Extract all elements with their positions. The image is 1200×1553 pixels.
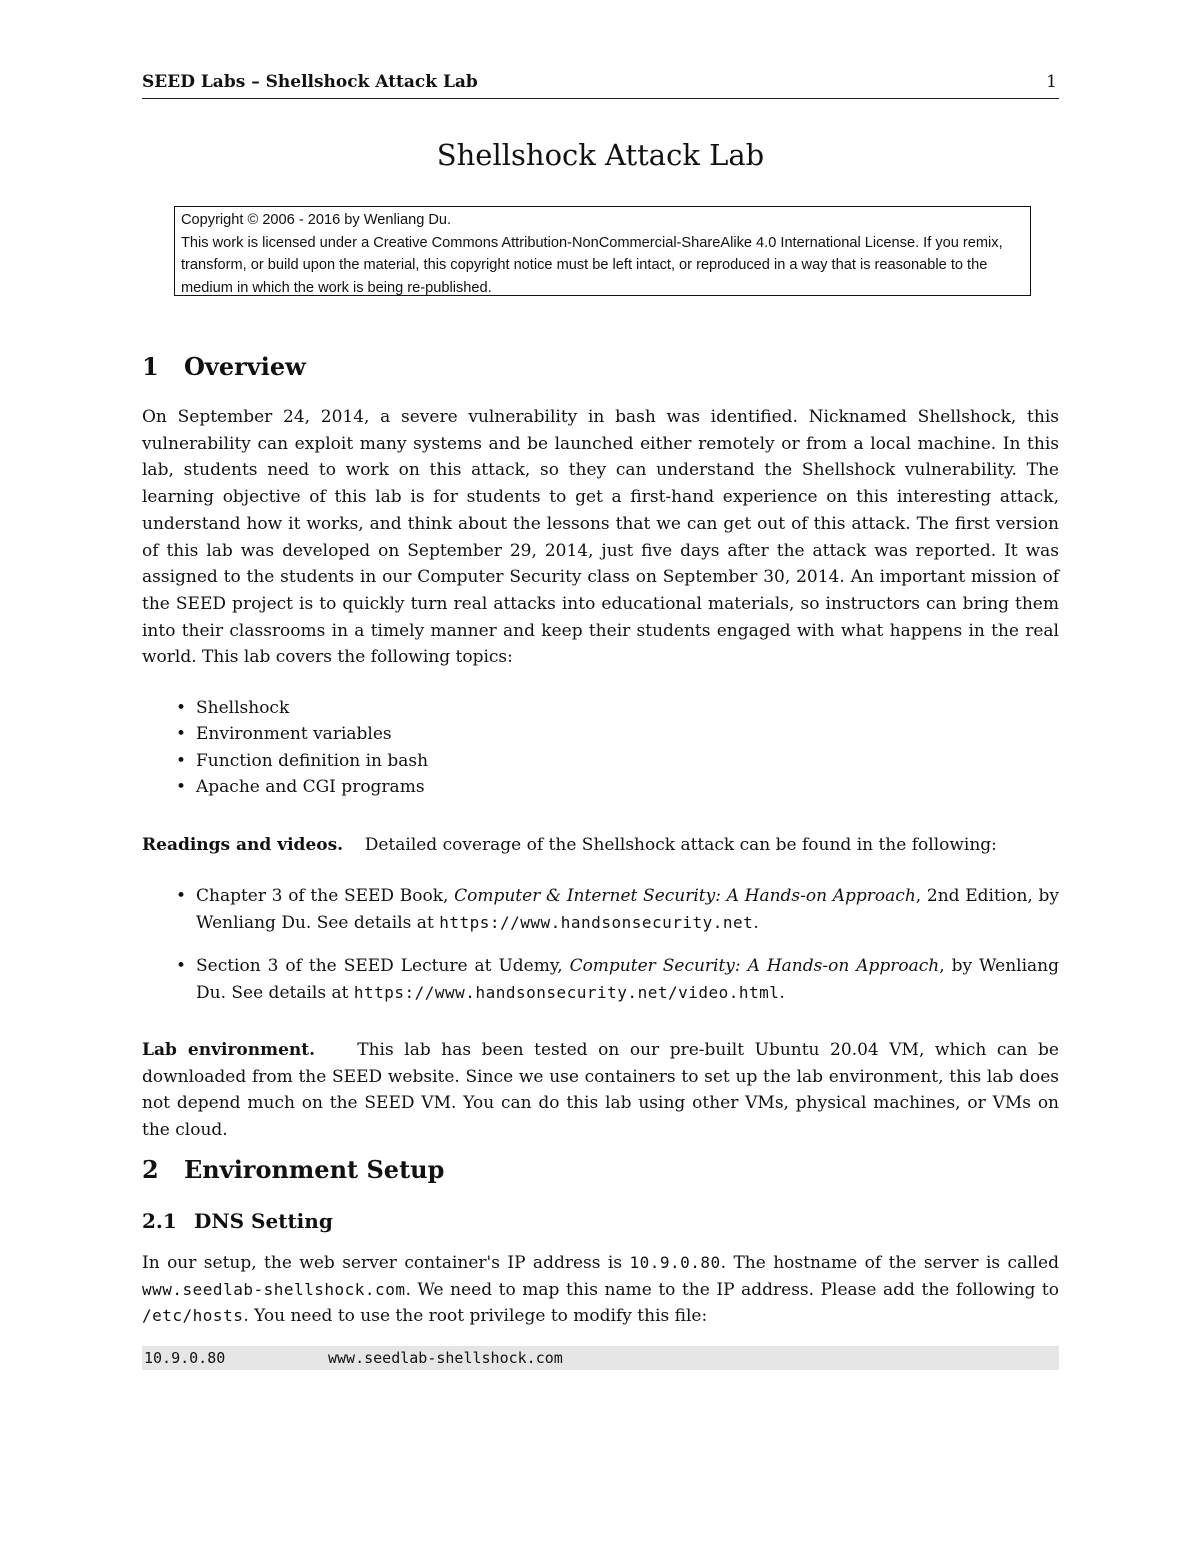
book-title: Computer & Internet Security: A Hands-on Approach [454,886,916,906]
hosts-file-path: /etc/hosts [142,1306,244,1326]
page-number: 1 [1046,72,1057,92]
license-text: This work is licensed under a Creative Commons Attribution-NonCommercial-ShareAlike 4.0 International License. If you remix, transform, or build upon the material, this copyright notice must be left intact, or reproduced in a way that is reasonable to the medium in which the work is being re-published. [181,234,1003,296]
copyright-line: Copyright © 2006 - 2016 by Wenliang Du. [181,212,452,228]
dns-text: . We need to map this name to the IP address. Please add the following to [405,1279,1059,1300]
copyright-notice [174,206,1031,296]
reference-text: , by Wenliang Du. See details at [196,956,1059,1003]
reference-text: . [753,912,759,933]
section-heading-environment-setup [142,1155,444,1184]
header-title: SEED Labs – Shellshock Attack Lab [142,72,478,92]
reference-item [174,953,1059,1006]
subsection-title: DNS Setting [194,1209,333,1233]
reference-text: . [779,982,785,1003]
dns-text: . You need to use the root privilege to modify this file: [243,1306,708,1327]
list-item: • Shellshock [174,695,1059,721]
subsection-heading-dns-setting [142,1209,333,1233]
running-header [142,70,1059,99]
reference-url-link[interactable]: https://www.handsonsecurity.net/video.html [353,982,780,1002]
topics-list [174,695,1059,800]
document-title: Shellshock Attack Lab [436,138,765,172]
reference-text: Section 3 of the SEED Lecture at Udemy, [196,956,570,976]
ip-address: 10.9.0.80 [629,1253,721,1272]
readings-label: Readings and videos. [142,835,344,855]
reference-url-link[interactable]: https://www.handsonsecurity.net [439,912,754,932]
section-number: 2 [142,1155,159,1184]
section-title: Environment Setup [184,1155,445,1184]
course-title: Computer Security: A Hands-on Approach [569,956,940,976]
dns-paragraph [142,1250,1059,1330]
list-item: • Apache and CGI programs [174,774,1059,800]
section-heading-overview [142,352,306,381]
section-number: 1 [142,352,159,381]
hostname: www.seedlab-shellshock.com [142,1279,406,1299]
dns-text: . The hostname of the server is called [720,1253,1059,1273]
reference-text: Chapter 3 of the SEED Book, [196,886,455,906]
code-ip: 10.9.0.80 [144,1349,226,1367]
subsection-number: 2.1 [142,1209,177,1233]
lab-environment-label: Lab environment. [142,1040,316,1060]
overview-paragraph: On September 24, 2014, a severe vulnerability in bash was identified. Nicknamed Shellshock, this vulnerability can exploit many systems and be launched either remotely or from a local machine. In this lab, students need to work on this attack, so they can understand the Shellshock vulnerability. The learning objective of this lab is for students to get a first-hand experience on this interesting attack, understand how it works, and think about the lessons that we can get out of this attack. The first version of this lab was developed on September 29, 2014, just five days after the attack was reported. It was assigned to the students in our Computer Security class on September 30, 2014. An important mission of the SEED project is to quickly turn real attacks into educational materials, so instructors can bring them into their classrooms in a timely manner and keep their students engaged with what happens in the real world. This lab covers the following topics: [142,407,1059,668]
section-title: Overview [184,352,306,381]
list-item: • Environment variables [174,721,1059,747]
list-item: • Function definition in bash [174,748,1059,774]
code-hostname: www.seedlab-shellshock.com [328,1349,563,1367]
hosts-entry-code-block [142,1346,1059,1370]
readings-text: Detailed coverage of the Shellshock attack can be found in the following: [364,835,997,855]
references-list [174,883,1059,1023]
lab-environment-text: This lab has been tested on our pre-built Ubuntu 20.04 VM, which can be downloaded from the SEED website. Since we use containers to set up the lab environment, this lab does not depend much on the SEED VM. You can do this lab using other VMs, physical machines, or VMs on the cloud. [142,1040,1059,1141]
dns-text: In our setup, the web server container's IP address is [142,1253,630,1273]
reference-text: , 2nd Edition, by Wenliang Du. See details at [196,886,1059,933]
lab-environment-paragraph [142,1037,1059,1144]
reference-item [174,883,1059,936]
readings-paragraph [142,832,1059,859]
